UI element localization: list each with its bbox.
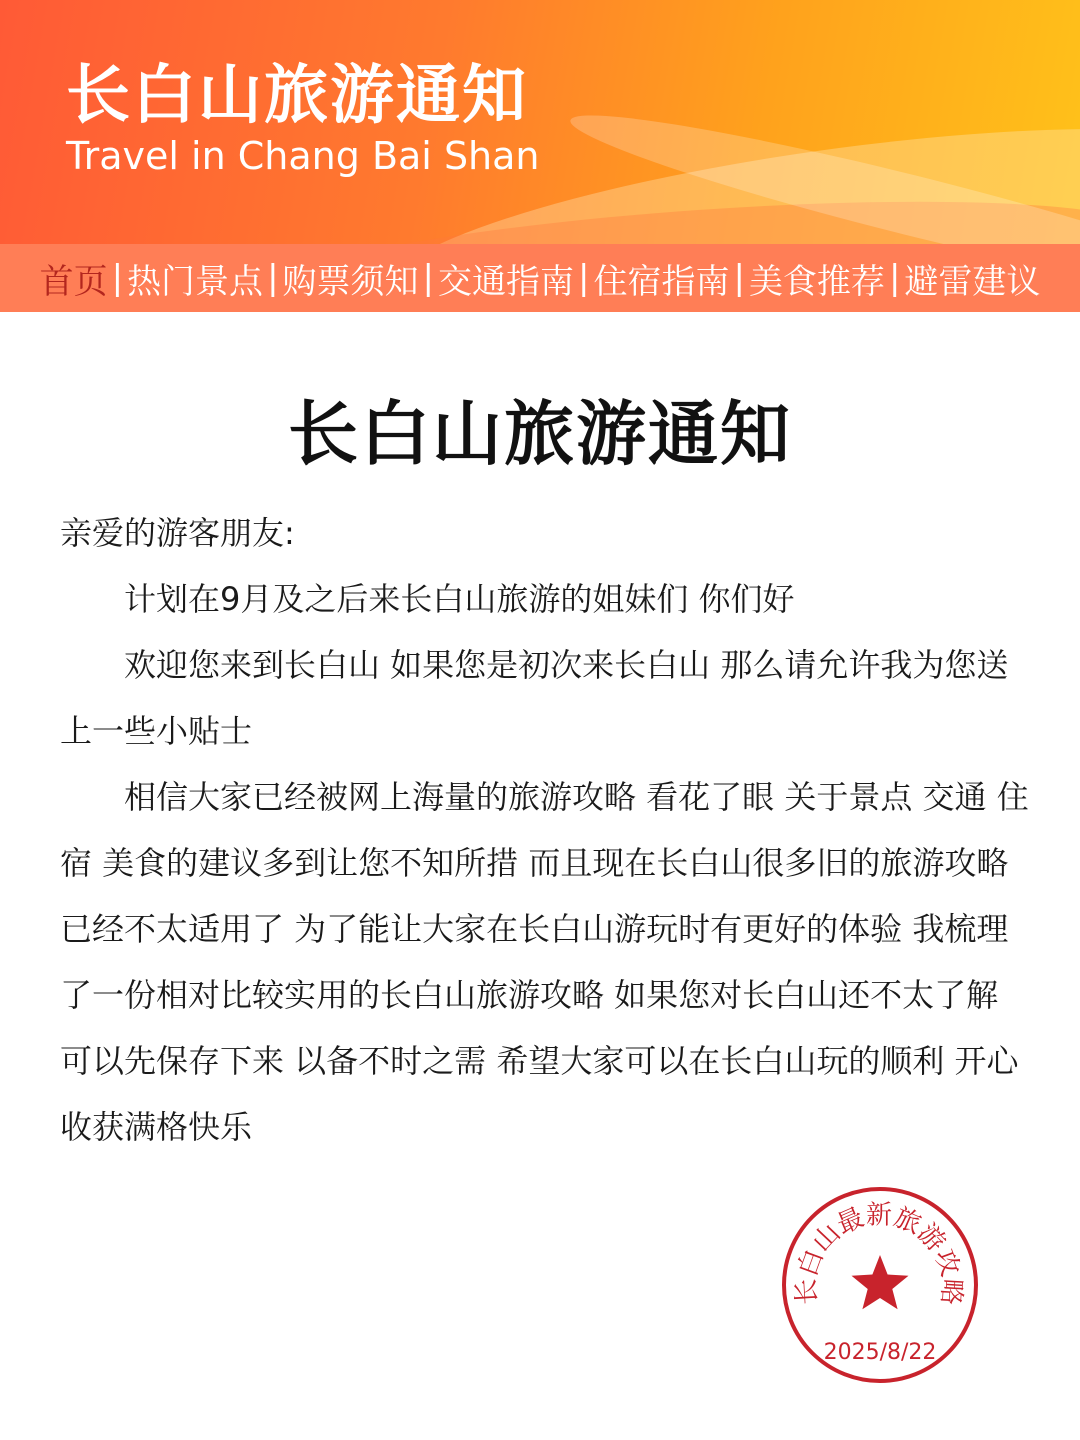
paragraph: 相信大家已经被网上海量的旅游攻略 看花了眼 关于景点 交通 住宿 美食的建议多到让您不知所措 而且现在长白山很多旧的旅游攻略已经不太适用了 为了能让大家在长白山游玩时有更好的体验 我梳理了一份相对比较实用的长白山旅游攻略 如果您对长白山还不太了解 可以先保存下来 以备不时之需 希望大家可以在长白山玩的顺利 开心 收获满格快乐	[60, 778, 1029, 1146]
stamp-text: 长白山最新旅游攻略	[791, 1200, 967, 1306]
nav-item-transport[interactable]: 交通指南	[438, 261, 574, 302]
banner-title: 长白山旅游通知	[66, 59, 528, 133]
official-stamp	[780, 1185, 980, 1385]
nav-item-tickets[interactable]: 购票须知	[282, 261, 419, 302]
header-banner	[0, 0, 1080, 244]
nav-separator: |	[111, 258, 124, 298]
nav-item-attractions[interactable]: 热门景点	[127, 261, 264, 302]
notice-body	[60, 500, 1035, 1160]
paragraph: 欢迎您来到长白山 如果您是初次来长白山 那么请允许我为您送上一些小贴士	[60, 646, 1009, 750]
nav-separator: |	[267, 258, 279, 298]
nav-separator: |	[578, 258, 590, 298]
nav-item-home[interactable]: 首页	[39, 261, 108, 302]
greeting: 亲爱的游客朋友:	[60, 514, 295, 552]
star-icon	[852, 1255, 909, 1309]
nav-item-lodging[interactable]: 住宿指南	[593, 261, 730, 302]
nav-separator: |	[888, 258, 901, 298]
page-title: 长白山旅游通知	[288, 393, 792, 475]
paragraph: 计划在9月及之后来长白山旅游的姐妹们 你们好	[124, 580, 795, 618]
nav-separator: |	[422, 258, 434, 298]
nav-separator: |	[733, 258, 745, 298]
nav-item-pitfalls[interactable]: 避雷建议	[904, 261, 1041, 302]
banner-subtitle: Travel in Chang Bai Shan	[66, 134, 540, 178]
nav-item-food[interactable]: 美食推荐	[748, 261, 885, 302]
nav-bar	[0, 244, 1080, 312]
stamp-date: 2025/8/22	[823, 1340, 937, 1365]
